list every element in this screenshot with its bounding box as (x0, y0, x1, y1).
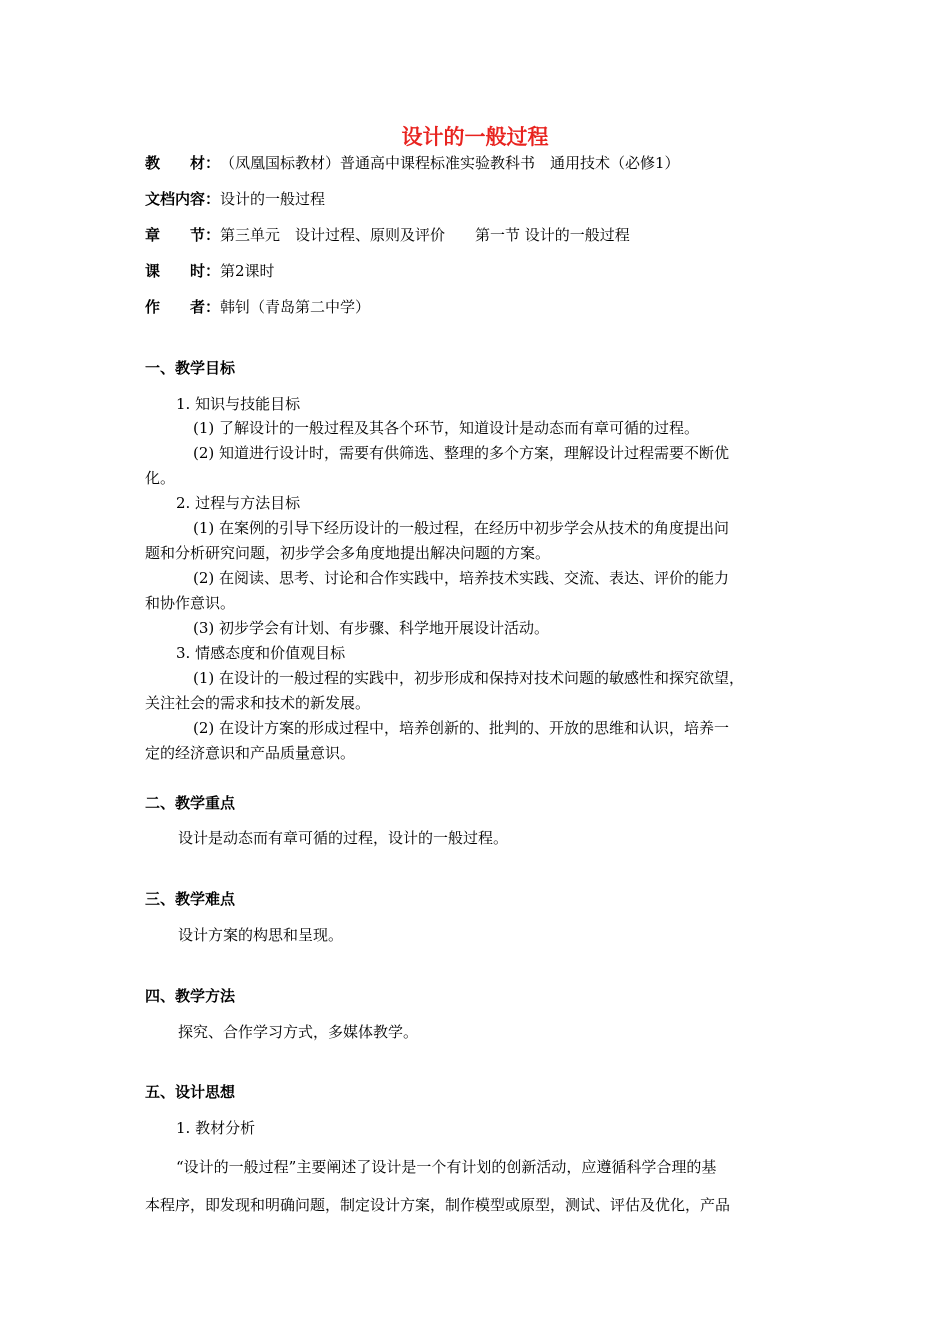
subsection-heading: 1. 教材分析 (176, 1119, 256, 1137)
section-heading-key-points: 二、教学重点 (145, 794, 236, 812)
section-heading-methods: 四、教学方法 (145, 987, 236, 1005)
objective-item: (1) 了解设计的一般过程及其各个环节，知道设计是动态而有章可循的过程。 (193, 419, 700, 437)
objective-group-3: 3. 情感态度和价值观目标 (176, 644, 346, 662)
meta-label: 教 材： (145, 154, 221, 172)
meta-value: 设计的一般过程 (220, 190, 326, 208)
section-text: 探究、合作学习方式，多媒体教学。 (178, 1023, 419, 1041)
objective-item-cont: 定的经济意识和产品质量意识。 (145, 744, 356, 762)
meta-value: 第三单元 设计过程、原则及评价 第一节 设计的一般过程 (220, 226, 630, 244)
section-text: 设计是动态而有章可循的过程，设计的一般过程。 (178, 829, 509, 847)
objective-item-cont: 化。 (145, 469, 176, 487)
section-heading-difficulties: 三、教学难点 (145, 890, 236, 908)
objective-item: (2) 在设计方案的形成过程中，培养创新的、批判的、开放的思维和认识，培养一 (193, 719, 730, 737)
meta-value: 韩钊（青岛第二中学） (220, 298, 371, 316)
meta-author (145, 296, 370, 317)
objective-item-cont: 关注社会的需求和技术的新发展。 (145, 694, 371, 712)
meta-period (145, 260, 275, 281)
paragraph-line: “设计的一般过程”主要阐述了设计是一个有计划的创新活动，应遵循科学合理的基 (176, 1158, 717, 1176)
meta-chapter (145, 224, 630, 245)
objective-item: (1) 在设计的一般过程的实践中，初步形成和保持对技术问题的敏感性和探究欲望， (193, 669, 745, 687)
meta-value: 第2课时 (220, 262, 275, 280)
meta-label: 文档内容： (145, 190, 221, 208)
objective-group-1: 1. 知识与技能目标 (176, 395, 301, 413)
meta-label: 作 者： (145, 298, 221, 316)
meta-value: （凤凰国标教材）普通高中课程标准实验教科书 通用技术（必修1） (220, 154, 680, 172)
meta-content (145, 188, 325, 209)
meta-label: 章 节： (145, 226, 221, 244)
objective-item-cont: 题和分析研究问题，初步学会多角度地提出解决问题的方案。 (145, 544, 551, 562)
objective-item: (2) 知道进行设计时，需要有供筛选、整理的多个方案，理解设计过程需要不断优 (193, 444, 730, 462)
section-heading-objectives: 一、教学目标 (145, 359, 236, 377)
meta-textbook (145, 152, 680, 173)
objective-item: (3) 初步学会有计划、有步骤、科学地开展设计活动。 (193, 619, 550, 637)
section-heading-design-idea: 五、设计思想 (145, 1083, 236, 1101)
objective-item: (1) 在案例的引导下经历设计的一般过程，在经历中初步学会从技术的角度提出问 (193, 519, 730, 537)
objective-item: (2) 在阅读、思考、讨论和合作实践中，培养技术实践、交流、表达、评价的能力 (193, 569, 730, 587)
objective-item-cont: 和协作意识。 (145, 594, 236, 612)
meta-label: 课 时： (145, 262, 221, 280)
objective-group-2: 2. 过程与方法目标 (176, 494, 301, 512)
document-title: 设计的一般过程 (401, 124, 549, 149)
paragraph-line: 本程序，即发现和明确问题，制定设计方案，制作模型或原型，测试、评估及优化，产品 (145, 1196, 731, 1214)
section-text: 设计方案的构思和呈现。 (178, 926, 344, 944)
